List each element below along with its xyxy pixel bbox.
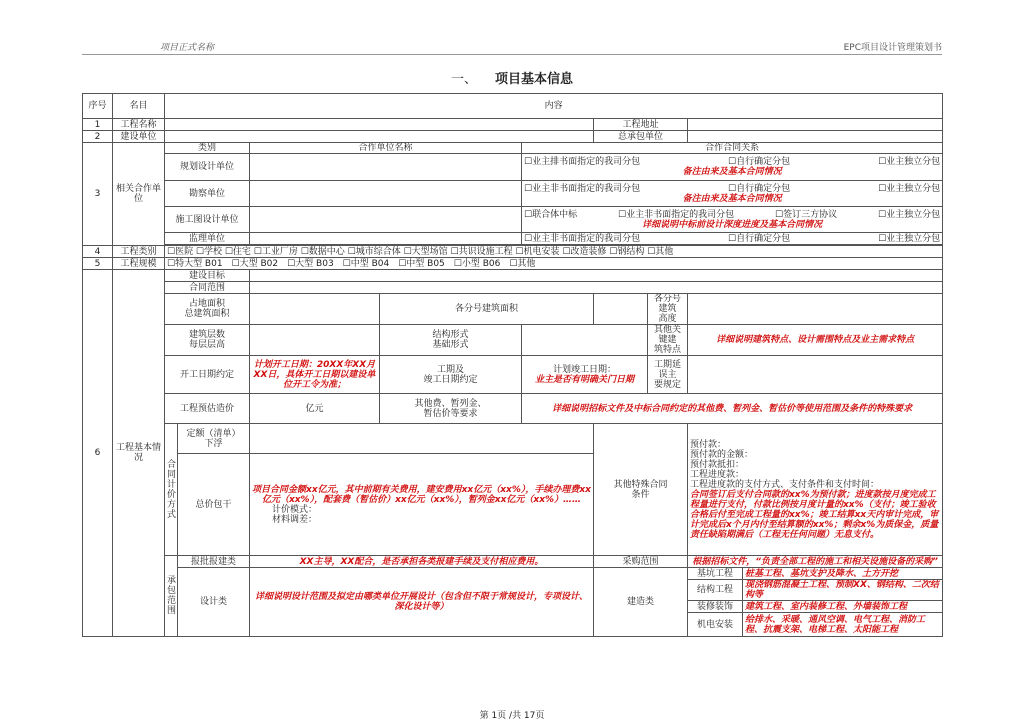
construct-design-relation	[522, 207, 943, 233]
feature-label-1: 其他关键建	[653, 325, 681, 345]
survey-note: 备注由来及基本合同情况	[682, 193, 782, 204]
other-cost-label-2: 暂估价等要求	[423, 408, 478, 419]
delay-label-1: 工期延误主	[653, 359, 681, 380]
purchase-value: 根据招标文件，“负责全部工程的施工和相关设施设备的采购”	[688, 556, 943, 568]
row-label: 工程基本情况	[113, 270, 165, 637]
build-item-name: 结构工程	[688, 580, 743, 601]
build-item-desc: 现浇钢筋混凝土工程、预制XX、钢结构、二次结构等	[743, 580, 943, 601]
checkbox-option[interactable]: ☐签订三方协议	[775, 209, 838, 220]
supervisor-unit[interactable]	[250, 233, 522, 245]
seq-cell: 2	[83, 131, 113, 143]
lump-sum-value	[250, 454, 594, 556]
foundation-label: 基础形式	[432, 340, 469, 350]
payment-note: 合同签订后支付合同款的xx%为预付款；进度款按月度完成工程量进行支付，付款比例按月度计量的xx%（支付；竣工验收合格后付至完成工程量的xx%；竣工结算xx天内审计完成，审计完成后x个月内付至结算额的xx%；剩余x%为质保金，质量责任缺陷期满后（工程无任何问题）无息支付。	[690, 489, 939, 540]
payment-line: 预付款的金额：	[690, 449, 754, 460]
goal-label: 建设目标	[165, 270, 250, 282]
delay-label-2: 要规定	[653, 379, 681, 390]
payment-line: 工程进度款的支付方式、支付条件和支付时间：	[690, 479, 880, 490]
row-label: 相关合作单位	[113, 143, 165, 246]
approve-value: XX主导，XX配合，是否承担各类报建手续及支付相应费用。	[250, 556, 594, 568]
gc-value[interactable]	[688, 131, 943, 143]
material-label: 材料调差：	[272, 514, 318, 525]
scope-section-label: 承包范围	[165, 556, 178, 637]
survey-unit[interactable]	[250, 181, 522, 207]
checkbox-option[interactable]: ☐联合体中标	[524, 209, 578, 220]
structure-value[interactable]	[522, 325, 648, 356]
row-label: 工程类别	[113, 246, 165, 258]
header-project-name: 项目正式名称	[160, 43, 215, 53]
survey-label: 勘察单位	[165, 181, 250, 207]
finish-date-label: 计划竣工日期：	[552, 364, 616, 375]
build-item-desc: 建筑工程、室内装修工程、外墙装饰工程	[743, 601, 943, 613]
build-item-name: 装修装饰	[688, 601, 743, 613]
checkbox-option[interactable]: ☐业主非书面指定的我司分包	[524, 233, 641, 244]
floor-area-label: 总建筑面积	[184, 309, 230, 319]
build-item-name: 基坑工程	[688, 568, 743, 580]
checkbox-option[interactable]: ☐业主非书面指定的我司分包	[524, 183, 641, 194]
contract-label: 合同计价方式	[165, 424, 178, 556]
col-content-header: 内容	[165, 94, 943, 119]
construct-design-unit[interactable]	[250, 207, 522, 233]
fixed-unit-label-1: 定额（清单）	[186, 428, 241, 439]
project-name-value[interactable]	[165, 119, 594, 131]
purchase-label: 采购范围	[594, 556, 688, 568]
sub-area-value[interactable]	[594, 294, 648, 325]
row-label: 工程名称	[113, 119, 165, 131]
build-label: 建造类	[594, 568, 688, 637]
owner-value[interactable]	[165, 131, 594, 143]
land-area-label: 占地面积	[188, 299, 225, 309]
checkbox-option[interactable]: ☐业主独立分包	[878, 209, 941, 220]
survey-relation	[522, 181, 943, 207]
cost-value: 亿元	[250, 394, 380, 424]
page-footer: 第 1页 /共 17页	[479, 711, 545, 721]
period-label-2: 竣工日期约定	[423, 374, 478, 385]
feature-label-2: 筑特点	[653, 345, 681, 355]
planning-label: 规划设计单位	[165, 154, 250, 181]
lump-sum-note: 项目合同金额xx亿元，其中前期有关费用，建安费用xx亿元（xx%），手续办理费xx亿元（xx%），配套费（暂估价）xx亿元（xx%），暂列金xx亿元（xx%）……	[252, 484, 591, 505]
payment-line: 工程进度款：	[690, 469, 745, 480]
start-value: 计划开工日期：20XX年XX月XX日，具体开工日期以建设单位开工令为准；	[250, 356, 380, 394]
floors-value[interactable]	[250, 325, 380, 356]
header-doc-title: EPC项目设计管理策划书	[843, 43, 942, 53]
design-value: 详细说明设计范围及拟定由哪类单位开展设计（包含但不限于常规设计，专项设计、深化设计等）	[250, 568, 594, 637]
sub-height-label	[648, 294, 688, 325]
construct-design-label: 施工图设计单位	[165, 207, 250, 233]
other-cond-label-2: 条件	[631, 489, 650, 500]
section-title-text: 项目基本信息	[495, 72, 574, 87]
checkbox-option[interactable]: ☐自行确定分包	[728, 183, 791, 194]
floor-height-label: 每层层高	[188, 340, 225, 350]
lump-sum-label: 总价包干	[178, 454, 250, 556]
seq-cell: 5	[83, 258, 113, 270]
seq-cell: 4	[83, 246, 113, 258]
col-name-header: 名目	[113, 94, 165, 119]
cost-label: 工程预估造价	[165, 394, 250, 424]
type-header: 类别	[165, 143, 250, 154]
seq-cell: 1	[83, 119, 113, 131]
fixed-unit-label	[178, 424, 250, 454]
design-label: 设计类	[178, 568, 250, 637]
info-table	[82, 93, 943, 637]
checkbox-option[interactable]: ☐业主排书面指定的我司分包	[524, 157, 641, 167]
structure-label: 结构形式	[432, 330, 469, 340]
planning-note: 备注由来及基本合同情况	[682, 167, 782, 177]
address-label: 工程地址	[594, 119, 688, 131]
scope-label: 合同范围	[165, 282, 250, 294]
area-value[interactable]	[250, 294, 380, 325]
delay-value[interactable]	[688, 356, 943, 394]
price-mode-label: 计价模式：	[272, 504, 318, 515]
scale-options[interactable]: ☐特大型 B01 ☐大型 B02 ☐大型 B03 ☐中型 B04 ☐中型 B05 ☐小型 B06 ☐其他	[165, 258, 943, 270]
seq-cell: 6	[83, 270, 113, 637]
checkbox-option[interactable]: ☐业主独立分包	[878, 157, 941, 167]
checkbox-option[interactable]: ☐业主非书面指定的我司分包	[618, 209, 735, 220]
build-item-name: 机电安装	[688, 613, 743, 637]
feature-note: 详细说明建筑特点、设计需围特点及业主需求特点	[688, 325, 943, 356]
category-options[interactable]: ☐医院 ☐学校 ☐住宅 ☐工业厂房 ☐数据中心 ☐城市综合体 ☐大型场馆 ☐共识设施工程 ☐机电安装 ☐改造装修 ☐钢结构 ☐其他	[165, 246, 943, 258]
section-title	[0, 68, 1024, 87]
checkbox-option[interactable]: ☐自行确定分包	[728, 233, 791, 244]
col-seq-header: 序号	[83, 94, 113, 119]
sub-area-label: 各分号建筑面积	[380, 294, 594, 325]
floors-label: 建筑层数	[188, 330, 225, 340]
payment-terms	[688, 424, 943, 556]
finish-date-note: 业主是否有明确关门日期	[534, 374, 634, 385]
seq-cell: 3	[83, 143, 113, 246]
header-rule	[82, 54, 942, 55]
sub-height-label-1: 各分号建筑	[653, 294, 681, 314]
checkbox-option[interactable]: ☐自行确定分包	[728, 157, 791, 167]
supervisor-label: 监理单位	[165, 233, 250, 245]
relation-header: 合作合同关系	[522, 143, 943, 154]
area-label	[165, 294, 250, 325]
fixed-unit-label-2: 下浮	[204, 438, 223, 449]
planning-unit[interactable]	[250, 154, 522, 181]
period-label-1: 工期及	[436, 364, 464, 375]
unit-header: 合作单位名称	[250, 143, 522, 154]
build-item-desc: 桩基工程、基坑支护及降水、土方开挖	[743, 568, 943, 580]
sub-height-label-2: 高度	[658, 314, 677, 324]
supervisor-relation	[522, 233, 943, 245]
checkbox-option[interactable]: ☐业主独立分包	[878, 233, 941, 244]
row-label: 工程规模	[113, 258, 165, 270]
other-cost-label-1: 其他费、暂列金、	[414, 398, 487, 409]
gc-label: 总承包单位	[594, 131, 688, 143]
payment-line: 预付款抵扣：	[690, 459, 745, 470]
row-label: 建设单位	[113, 131, 165, 143]
checkbox-option[interactable]: ☐业主独立分包	[878, 183, 941, 194]
section-number: 一、	[450, 72, 477, 87]
scope-value[interactable]	[250, 282, 943, 294]
other-cond-label-1: 其他特殊合同	[613, 479, 668, 490]
build-item-desc: 给排水、采暖、通风空调、电气工程、消防工程、抗震支架、电梯工程、太阳能工程	[743, 613, 943, 637]
start-label: 开工日期约定	[165, 356, 250, 394]
planning-relation	[522, 154, 943, 181]
payment-line: 预付款：	[690, 439, 727, 450]
construct-design-note: 详细说明中标前设计深度进度及基本合同情况	[642, 219, 823, 230]
sub-height-value[interactable]	[688, 294, 943, 325]
goal-value[interactable]	[250, 270, 943, 282]
fixed-unit-value[interactable]	[250, 424, 594, 454]
cost-note: 详细说明招标文件及中标合同约定的其他费、暂列金、暂估价等使用范围及条件的特殊要求	[522, 394, 943, 424]
address-value[interactable]	[688, 119, 943, 131]
approve-label: 报批报建类	[178, 556, 250, 568]
